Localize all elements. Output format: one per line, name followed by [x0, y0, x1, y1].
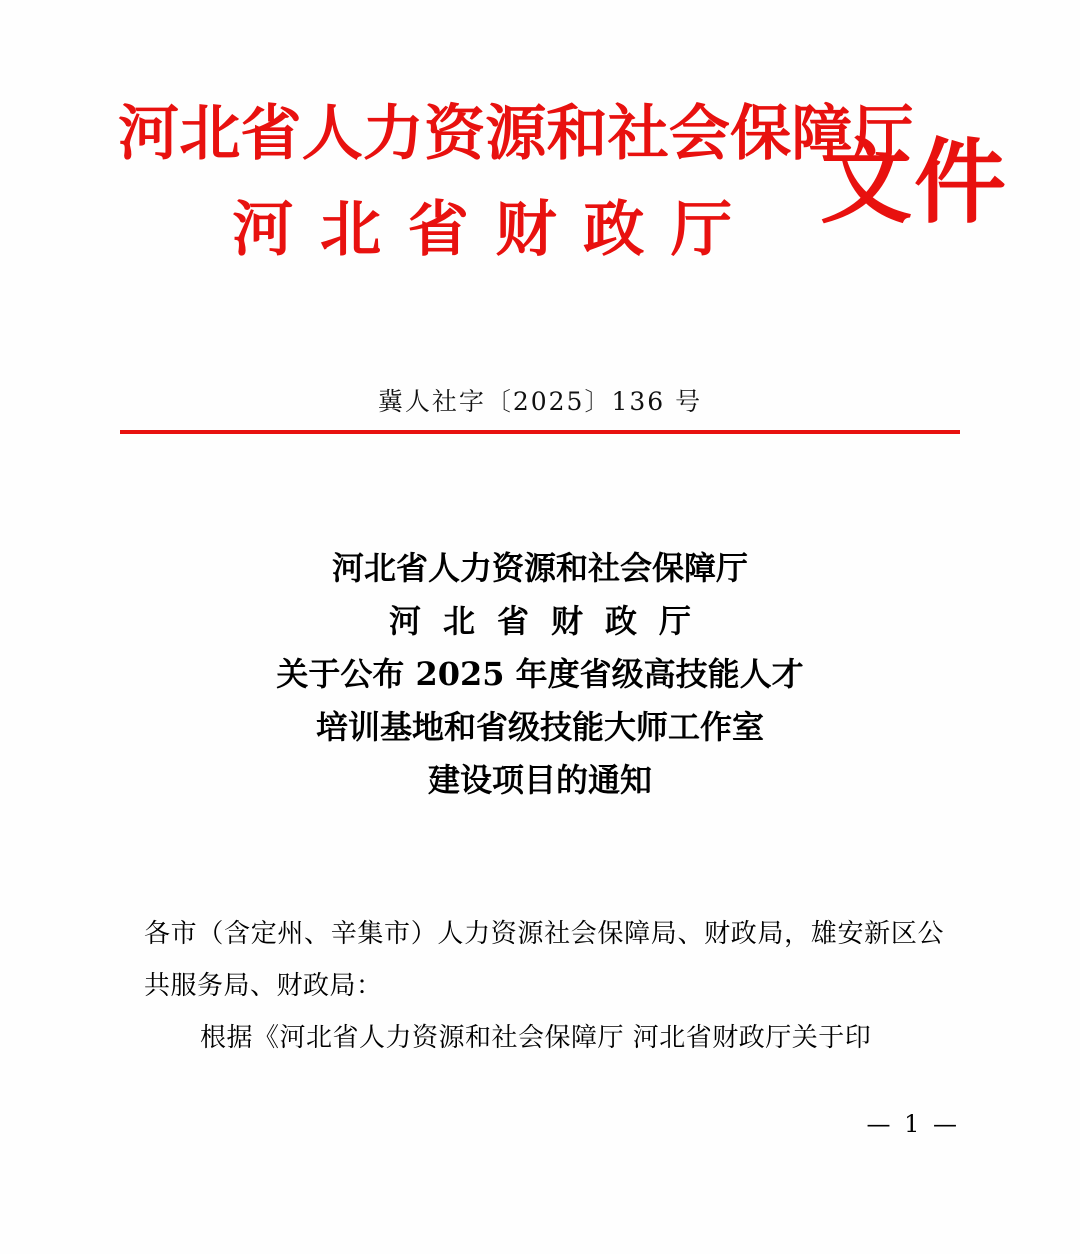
body-paragraph-1: 根据《河北省人力资源和社会保障厅 河北省财政厅关于印: [200, 1023, 872, 1053]
document-number: 冀人社字〔2025〕136 号: [377, 387, 703, 416]
letterhead: [0, 86, 1080, 296]
document-title: [150, 542, 930, 807]
title-line-3: 关于公布 2025 年度省级高技能人才: [276, 655, 804, 693]
letterhead-agency-names: [118, 86, 914, 278]
page-number: — 1 —: [866, 1110, 960, 1138]
title-line-4: 培训基地和省级技能大师工作室: [315, 708, 764, 746]
letterhead-line-2: 河北省财政厅: [232, 195, 759, 265]
title-line-5: 建设项目的通知: [427, 761, 652, 799]
title-line-2: 河北省财政厅: [388, 602, 713, 640]
letterhead-line-1: 河北省人力资源和社会保障厅: [118, 99, 914, 169]
letterhead-document-word: 文件: [820, 128, 1009, 236]
body-addressee: 各市（含定州、辛集市）人力资源社会保障局、财政局，雄安新区公共服务局、财政局：: [144, 919, 944, 1001]
title-line-1: 河北省人力资源和社会保障厅: [331, 549, 748, 587]
document-body: [144, 908, 944, 1064]
red-separator-rule: [120, 430, 960, 434]
